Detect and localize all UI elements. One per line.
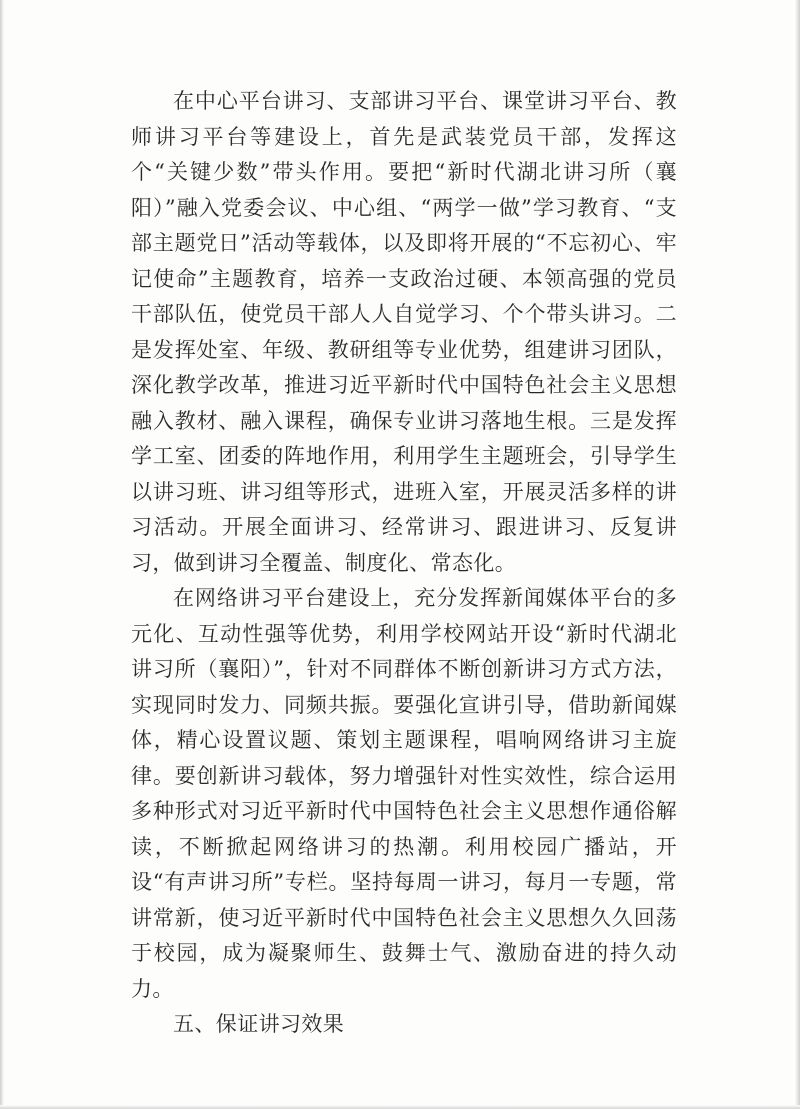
paragraph-network-platform: 在网络讲习平台建设上，充分发挥新闻媒体平台的多元化、互动性强等优势，利用学校网站开设“新时代湖北讲习所（襄阳）”，针对不同群体不断创新讲习方式方法，实现同时发力、同频共振。要强化宣讲引导，借助新闻媒体，精心设置议题、策划主题课程，唱响网络讲习主旋律。要创新讲习载体，努力增强针对性实效性，综合运用多种形式对习近平新时代中国特色社会主义思想作通俗解读，不断掀起网络讲习的热潮。利用校园广播站，开设“有声讲习所”专栏。坚持每周一讲习，每月一专题，常讲常新，使习近平新时代中国特色社会主义思想久久回荡于校园，成为凝聚师生、鼓舞士气、激励奋进的持久动力。 — [131, 586, 677, 1001]
section-heading: 五、保证讲习效果 — [173, 1012, 345, 1036]
document-body — [131, 84, 677, 1043]
page-edge-left — [0, 0, 4, 1109]
page-edge-bottom — [0, 1105, 800, 1109]
paragraph-center-platform: 在中心平台讲习、支部讲习平台、课堂讲习平台、教师讲习平台等建设上，首先是武装党员干部，发挥这个“关键少数”带头作用。要把“新时代湖北讲习所（襄阳）”融入党委会议、中心组、“两学一做”学习教育、“支部主题党日”活动等载体，以及即将开展的“不忘初心、牢记使命”主题教育，培养一支政治过硬、本领高强的党员干部队伍，使党员干部人人自觉学习、个个带头讲习。二是发挥处室、年级、教研组等专业优势，组建讲习团队，深化教学改革，推进习近平新时代中国特色社会主义思想融入教材、融入课程，确保专业讲习落地生根。三是发挥学工室、团委的阵地作用，利用学生主题班会，引导学生以讲习班、讲习组等形式，进班入室，开展灵活多样的讲习活动。开展全面讲习、经常讲习、跟进讲习、反复讲习，做到讲习全覆盖、制度化、常态化。 — [131, 89, 677, 575]
page-edge-right — [795, 0, 800, 1109]
